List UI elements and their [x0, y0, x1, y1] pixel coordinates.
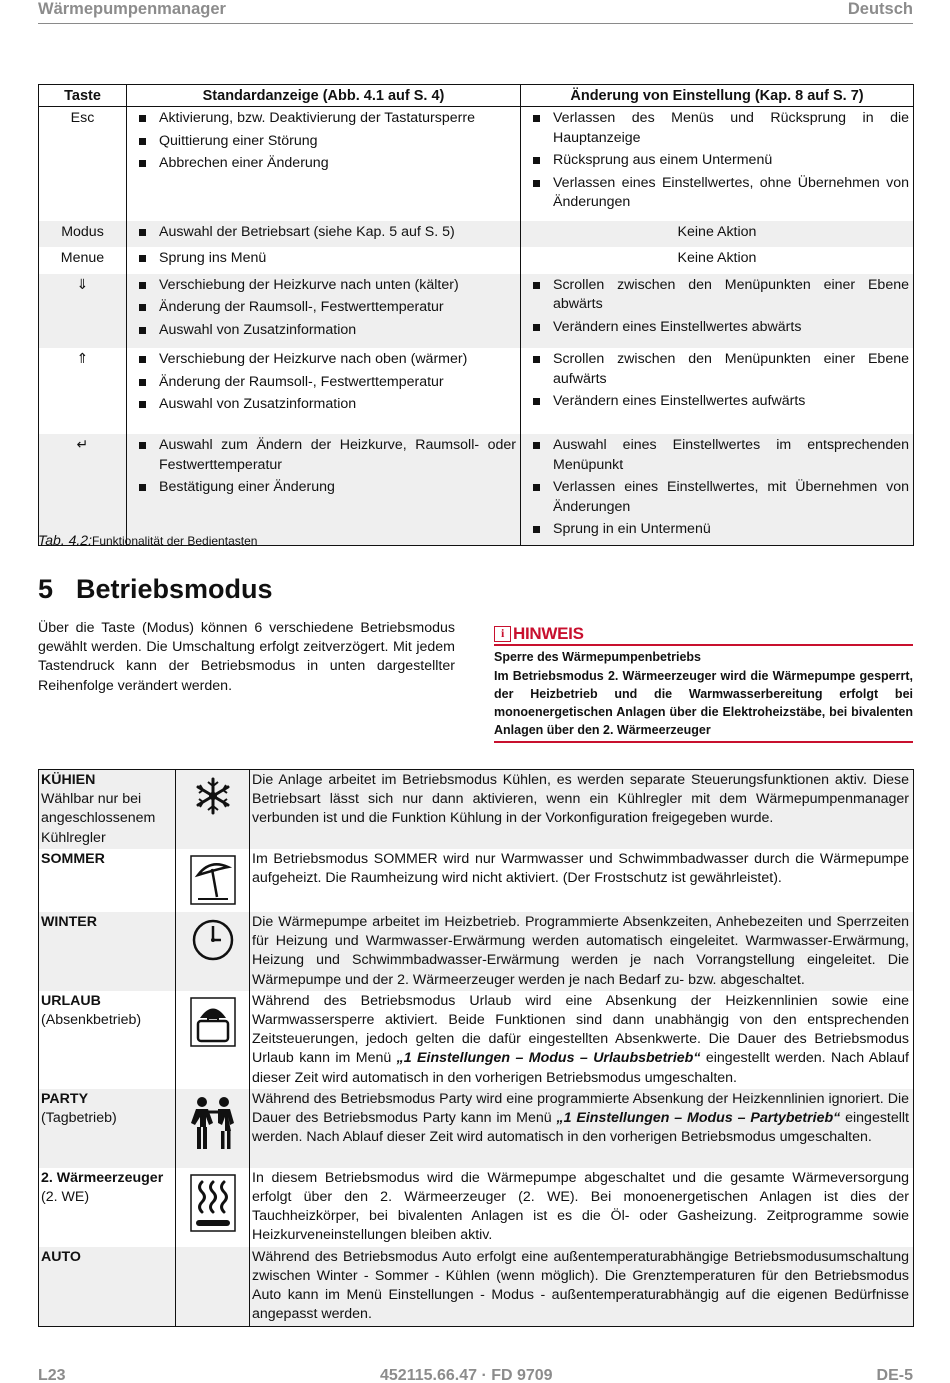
- list-item: Verändern eines Einstellwertes abwärts: [523, 318, 911, 338]
- arrow-down-icon: ⇓: [39, 274, 127, 349]
- mode-name-cell: [39, 1168, 176, 1247]
- mode-subtitle: Wählbar nur bei angeschlossenem Kühlregler: [41, 791, 156, 846]
- caption-text: Funktionalität der Bedientasten: [91, 534, 258, 548]
- mode-name-cell: [39, 1247, 176, 1326]
- list-item: Scrollen zwischen den Menüpunkten einer Ebene aufwärts: [523, 350, 911, 389]
- mode-description: [250, 1089, 914, 1168]
- icon-cell: [176, 1247, 250, 1326]
- table-row: [39, 434, 914, 545]
- page-header: [38, 0, 913, 24]
- info-icon: i: [494, 626, 511, 642]
- table-row: [39, 770, 914, 849]
- list-item: Scrollen zwischen den Menüpunkten einer Ebene abwärts: [523, 276, 911, 315]
- page-footer: [38, 1367, 913, 1383]
- description-text: Während des Betriebsmodus Auto erfolgt eine außentemperaturabhängige Betriebsmodusumschaltung zwischen Winter - Sommer - Kühlen (wenn möglich). Die Grenztemperaturen für den Betriebsmodus Auto kann im Menü Einstellungen - Modus - außentemperaturabhängig auf die eigenen Bedürfnisse angepasst werden.: [252, 1248, 909, 1323]
- table-row: [39, 1089, 914, 1168]
- key-cell: Modus: [39, 221, 127, 248]
- mode-description: [250, 1247, 914, 1326]
- footer-page-number: DE-5: [876, 1367, 913, 1383]
- list-item: Verändern eines Einstellwertes aufwärts: [523, 392, 911, 412]
- standard-cell: [127, 221, 521, 248]
- change-cell: [521, 107, 914, 221]
- table-row: [39, 1247, 914, 1326]
- mode-name: 2. Wärmeerzeuger: [41, 1169, 164, 1186]
- mode-name-cell: [39, 912, 176, 991]
- arrow-up-icon: ⇑: [39, 348, 127, 434]
- mode-name: PARTY: [41, 1090, 89, 1107]
- enter-key-icon: ↵: [39, 434, 127, 545]
- description-text: eingestellt werden. Nach Ablauf dieser Zeit wird automatisch in den vorherigen Betriebsmodus umgeschalten.: [252, 1110, 910, 1146]
- standard-cell: [127, 348, 521, 434]
- section-title: Betriebsmodus: [76, 574, 273, 604]
- footer-doc-number: 452115.66.47 · FD 9709: [380, 1367, 553, 1383]
- change-cell: [521, 434, 914, 545]
- mode-name: AUTO: [41, 1248, 81, 1265]
- description-text: eingestellt werden. Nach Ablauf dieser Zeit wird automatisch in den vorherigen Betriebsmodus umgeschalten.: [252, 1050, 909, 1086]
- description-text: Die Anlage arbeitet im Betriebsmodus Kühlen, es werden separate Steuerungsfunktionen aktiv. Diese Betriebsart lässt sich nur dann aktivieren, wenn ein Kühlregler mit dem Wärmepumpenmanager verbunden ist und die Funktion Kühlung in der Vorkonfiguration freigegeben wurde.: [252, 772, 909, 827]
- list-item: Verschiebung der Heizkurve nach unten (kälter): [129, 276, 518, 296]
- section-number: 5: [38, 574, 54, 604]
- snowflake-icon: [176, 770, 250, 849]
- list-item: Auswahl zum Ändern der Heizkurve, Raumsoll- oder Festwerttemperatur: [129, 436, 518, 475]
- note-body: Im Betriebsmodus 2. Wärmeerzeuger wird die Wärmepumpe gesperrt, der Heizbetrieb und die Warmwasserbereitung erfolgt bei monoenergetischen Anlagen über die Elektroheizstäbe, bei bivalenten Anlagen über den 2. Wärmeerzeuger: [494, 668, 913, 738]
- key-cell: Esc: [39, 107, 127, 221]
- note-header: [494, 624, 913, 646]
- standard-cell: [127, 274, 521, 349]
- mode-description: [250, 1168, 914, 1247]
- mode-subtitle: (Tagbetrieb): [41, 1110, 117, 1127]
- key-function-table: [38, 84, 914, 546]
- column-header: Standardanzeige (Abb. 4.1 auf S. 4): [127, 85, 521, 107]
- description-text: Die Wärmepumpe arbeitet im Heizbetrieb. Programmierte Absenkzeiten, Anhebezeiten und Sperrzeiten für Heizung und Warmwasser-Erwärmung werden automatisch eingeleitet. Warmwasser-Erwärmung, Heizung und Schwimmbadwasser-Erwärmung werden je nach Vorrangstellung eingeleitet. Die Wärmepumpe und der 2. Wärmeerzeuger werden je nach Bedarf zu- bzw. abgeschaltet.: [252, 914, 909, 988]
- description-text: Während des Betriebsmodus Party wird eine programmierte Absenkung der Heizkennlinien ignoriert. Die Dauer des Betriebsmodus Party kann im Menü: [252, 1090, 909, 1127]
- table-row: [39, 912, 914, 991]
- mode-name-cell: [39, 991, 176, 1089]
- mode-name-cell: [39, 1089, 176, 1168]
- note-heading: HINWEIS: [513, 624, 584, 643]
- mode-name-cell: [39, 770, 176, 849]
- list-item: Abbrechen einer Änderung: [129, 154, 518, 174]
- key-cell: Menue: [39, 247, 127, 274]
- description-text: Im Betriebsmodus SOMMER wird nur Warmwasser und Schwimmbadwasser durch die Wärmepumpe aufgeheizt. Die Raumheizung wird nicht aktiviert. (Der Frostschutz ist gewährleistet).: [252, 850, 909, 887]
- suitcase-icon: [176, 991, 250, 1089]
- table-row: [39, 991, 914, 1089]
- heater-icon: [176, 1168, 250, 1247]
- mode-name: URLAUB: [41, 992, 101, 1009]
- note-box: [494, 624, 913, 743]
- standard-cell: [127, 247, 521, 274]
- list-item: Änderung der Raumsoll-, Festwerttemperatur: [129, 373, 518, 393]
- footer-code: L23: [38, 1367, 66, 1383]
- list-item: Aktivierung, bzw. Deaktivierung der Tastatursperre: [129, 109, 518, 129]
- list-item: Verlassen des Menüs und Rücksprung in die Hauptanzeige: [523, 109, 911, 148]
- standard-cell: [127, 434, 521, 545]
- description-text: In diesem Betriebsmodus wird die Wärmepumpe abgeschaltet und die gesamte Wärmeversorgung erfolgt über den 2. Wärmeerzeuger (2. WE). Bei monoenergetischen Anlagen ist dies der Tauchheizkörper, bei bivalenten Anlagen ist es die Öl- oder Gasheizung. Zeitprogramme sowie Heizkurveneinstellungen bleiben aktiv.: [252, 1169, 909, 1244]
- mode-name: WINTER: [41, 914, 97, 931]
- list-item: Auswahl von Zusatzinformation: [129, 321, 518, 341]
- list-item: Verlassen eines Einstellwertes, mit Übernehmen von Änderungen: [523, 478, 911, 517]
- mode-description: [250, 912, 914, 991]
- list-item: Rücksprung aus einem Untermenü: [523, 151, 911, 171]
- table-row: [39, 107, 914, 221]
- menu-path: „1 Einstellungen – Modus – Urlaubsbetrieb“: [396, 1050, 701, 1067]
- table-row: [39, 221, 914, 248]
- mode-description: [250, 849, 914, 912]
- list-item: Auswahl von Zusatzinformation: [129, 395, 518, 415]
- section-heading: [38, 574, 273, 605]
- note-title: Sperre des Wärmepumpenbetriebs: [494, 650, 702, 664]
- column-header: Taste: [39, 85, 127, 107]
- table-row: [39, 1168, 914, 1247]
- mode-description: [250, 770, 914, 849]
- list-item: Sprung in ein Untermenü: [523, 520, 911, 540]
- table-row: [39, 348, 914, 434]
- standard-cell: [127, 107, 521, 221]
- mode-subtitle: (2. WE): [41, 1189, 90, 1206]
- menu-path: „1 Einstellungen – Modus – Partybetrieb“: [556, 1110, 841, 1127]
- umbrella-icon: [176, 849, 250, 912]
- list-item: Änderung der Raumsoll-, Festwerttemperatur: [129, 298, 518, 318]
- list-item: Auswahl eines Einstellwertes im entsprechenden Menüpunkt: [523, 436, 911, 475]
- list-item: Auswahl der Betriebsart (siehe Kap. 5 auf S. 5): [129, 223, 518, 243]
- list-item: Quittierung einer Störung: [129, 132, 518, 152]
- list-item: Bestätigung einer Änderung: [129, 478, 518, 498]
- table-row: [39, 247, 914, 274]
- caption-label: Tab. 4.2:: [38, 532, 92, 548]
- list-item: Sprung ins Menü: [129, 249, 518, 269]
- table-row: [39, 849, 914, 912]
- mode-subtitle: (Absenkbetrieb): [41, 1012, 142, 1029]
- change-cell: [521, 348, 914, 434]
- mode-name: SOMMER: [41, 850, 105, 867]
- table-caption: [38, 532, 257, 548]
- mode-description: [250, 991, 914, 1089]
- mode-name: KÜHIEN: [41, 772, 96, 788]
- change-cell: [521, 274, 914, 349]
- dancing-people-icon: [176, 1089, 250, 1168]
- table-header-row: [39, 85, 914, 107]
- clock-icon: [176, 912, 250, 991]
- modes-table: [38, 769, 914, 1327]
- list-item: Verschiebung der Heizkurve nach oben (wärmer): [129, 350, 518, 370]
- list-item: Verlassen eines Einstellwertes, ohne Übernehmen von Änderungen: [523, 174, 911, 213]
- column-header: Änderung von Einstellung (Kap. 8 auf S. 7): [521, 85, 914, 107]
- header-title: Wärmepumpenmanager: [38, 0, 226, 18]
- mode-name-cell: [39, 849, 176, 912]
- intro-paragraph: Über die Taste (Modus) können 6 verschiedene Betriebsmodus gewählt werden. Die Umschaltung erfolgt zeitverzögert. Mit jedem Tastendruck kann der Betriebsmodus in unten dargestellter Reihenfolge verändert werden.: [38, 620, 455, 694]
- description-text: Während des Betriebsmodus Urlaub wird eine Absenkung der Heizkennlinien sowie eine Warmwassersperre aktiviert. Beide Funktionen sind dann unabhängig von den entsprechenden Zeitsteuerungen, jedoch gelten die dafür eingestellten Absenkwerte. Die Dauer des Betriebsmodus Urlaub kann im Menü: [252, 992, 909, 1067]
- change-cell: Keine Aktion: [521, 221, 914, 248]
- table-row: [39, 274, 914, 349]
- header-language: Deutsch: [847, 0, 913, 18]
- change-cell: Keine Aktion: [521, 247, 914, 274]
